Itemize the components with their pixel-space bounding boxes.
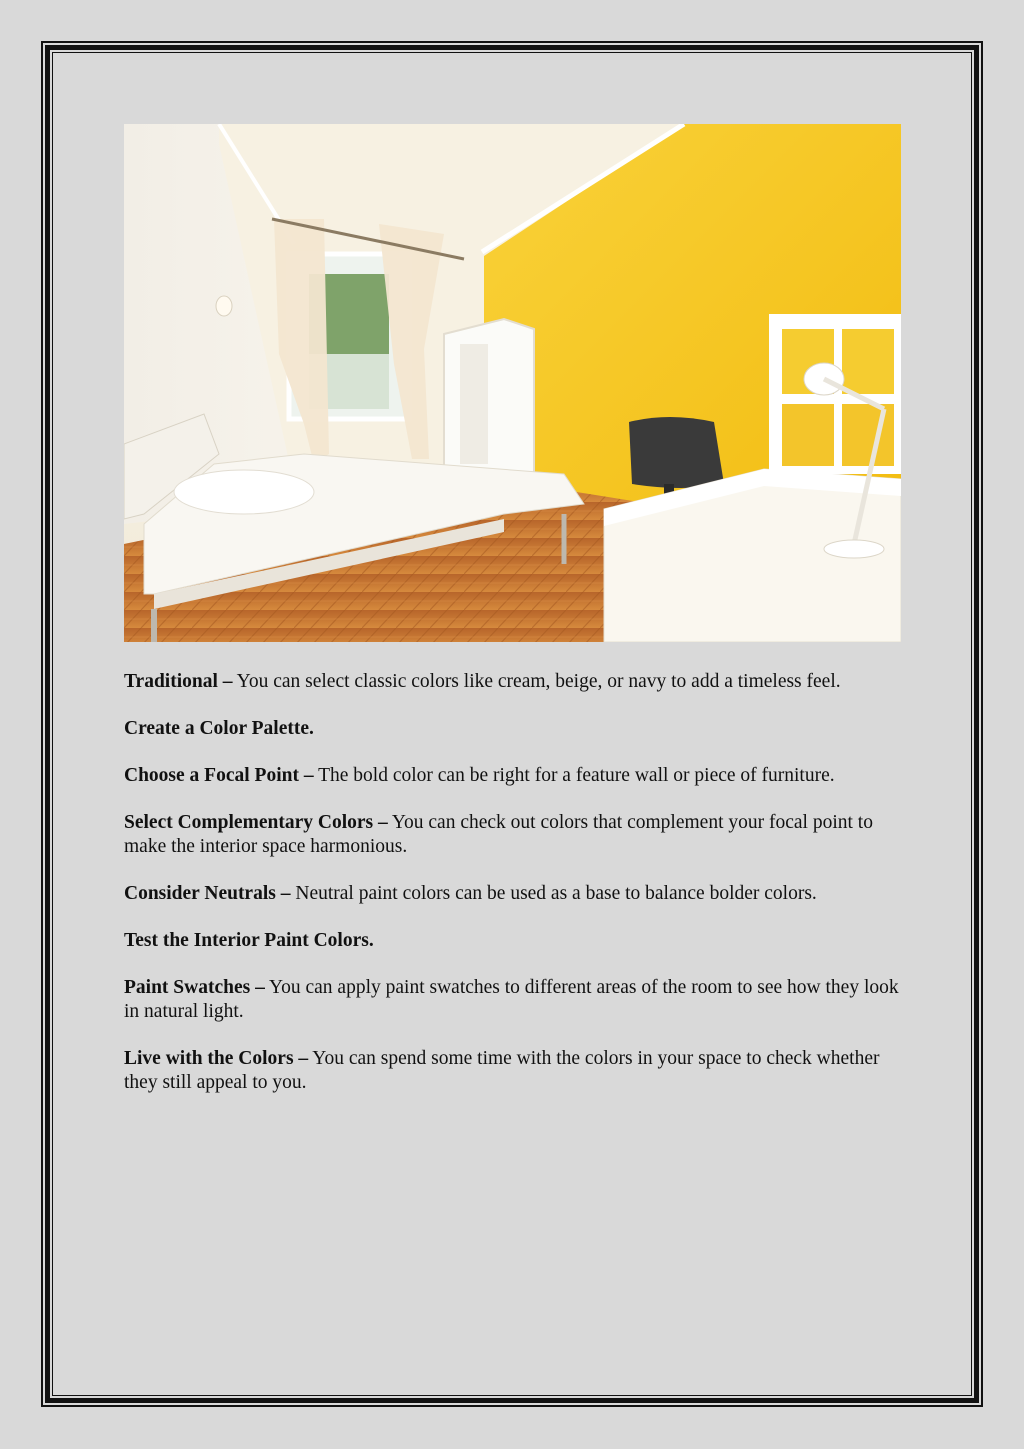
section-heading-color-palette [124,717,904,741]
text-content [124,670,904,1118]
paragraph-heading: Test the Interior Paint Colors. [124,930,374,951]
paragraph-heading: Consider Neutrals – [124,883,291,904]
paragraph-text: You can apply paint swatches to different areas of the room to see how they look in natural light. [124,977,899,1022]
paragraph-heading: Live with the Colors – [124,1048,309,1069]
paragraph-text: You can select classic colors like cream, beige, or navy to add a timeless feel. [232,671,841,692]
paragraph-heading: Create a Color Palette. [124,718,314,739]
paragraph-text: You can spend some time with the colors in your space to check whether they still appeal to you. [124,1048,880,1093]
paragraph-heading: Select Complementary Colors – [124,812,388,833]
bedroom-photo [124,124,901,642]
paragraph-text: You can check out colors that complement your focal point to make the interior space harmonious. [124,812,873,857]
paragraph-heading: Choose a Focal Point – [124,765,314,786]
paragraph-text: The bold color can be right for a feature wall or piece of furniture. [313,765,835,786]
paragraph-traditional [124,670,904,694]
paragraph-complementary-colors [124,811,904,859]
paragraph-heading: Traditional – [124,671,233,692]
paragraph-paint-swatches [124,976,904,1024]
paragraph-live-with-colors [124,1047,904,1095]
section-heading-test-colors [124,929,904,953]
paragraph-heading: Paint Swatches – [124,977,265,998]
paragraph-neutrals [124,882,904,906]
paragraph-focal-point [124,764,904,788]
paragraph-text: Neutral paint colors can be used as a base to balance bolder colors. [290,883,817,904]
